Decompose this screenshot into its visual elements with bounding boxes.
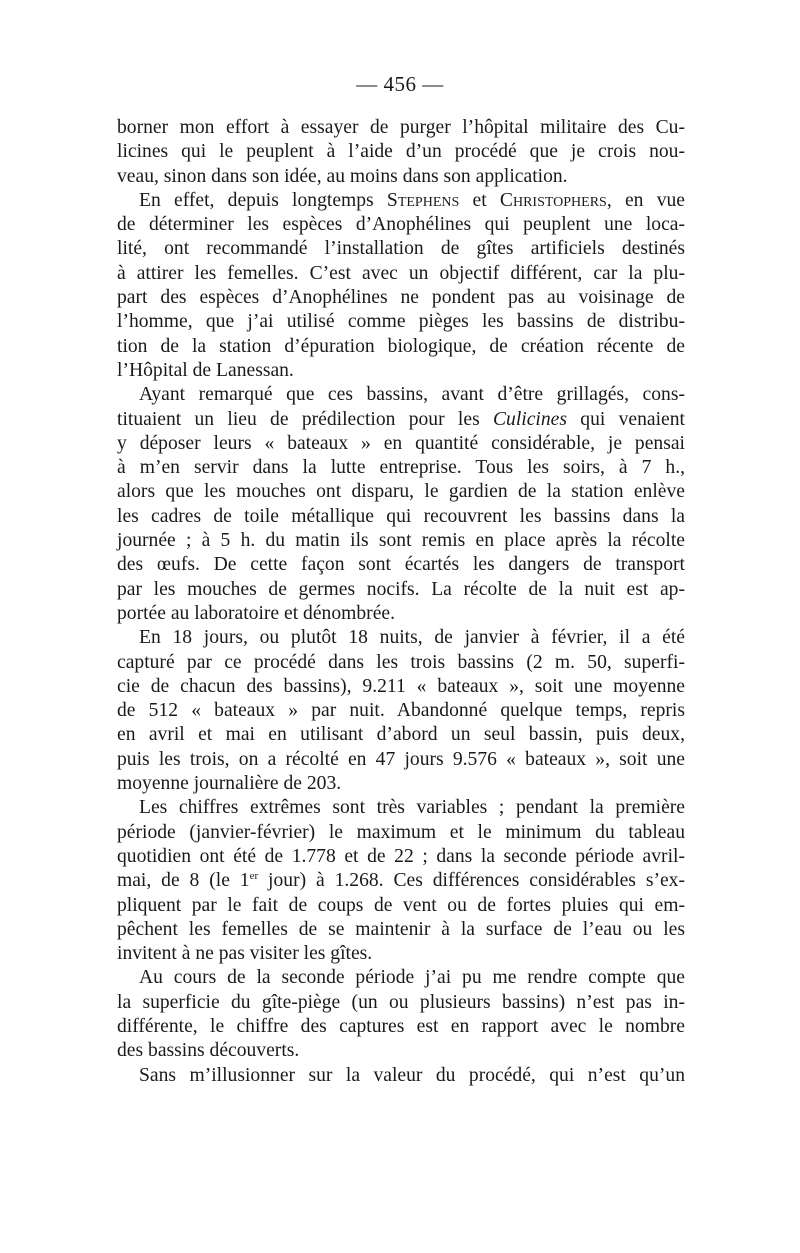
text-line: alors que les mouches ont disparu, le gardien de la station enlève (117, 481, 685, 503)
text-line: en avril et mai en utilisant d’abord un seul bassin, puis deux, (117, 724, 685, 746)
text-line: pliquent par le fait de coups de vent ou de fortes pluies qui em- (117, 894, 685, 916)
superscript: er (249, 870, 259, 883)
text-line: de déterminer les espèces d’Anophélines qui peuplent une loca- (117, 214, 685, 236)
text-line: tion de la station d’épuration biologique, de création récente de (117, 335, 685, 357)
text-line: par les mouches de germes nocifs. La récolte de la nuit est ap- (117, 578, 685, 600)
text-fragment: qui venaient (567, 408, 685, 430)
text-fragment: et (459, 189, 500, 211)
text-fragment: jour) à 1.268. Ces différences considérables s’ex- (258, 870, 685, 892)
text-line: des œufs. De cette façon sont écartés les dangers de transport (117, 554, 685, 576)
text-fragment: mai, de 8 (le 1 (117, 870, 250, 892)
text-line: capturé par ce procédé dans les trois bassins (2 m. 50, superfi- (117, 651, 685, 673)
text-line: pêchent les femelles de se maintenir à la surface de l’eau ou les (117, 918, 685, 940)
text-line: part des espèces d’Anophélines ne pondent pas au voisinage de (117, 287, 685, 309)
text-fragment: , en vue (606, 189, 685, 211)
text-line: des bassins découverts. (117, 1040, 300, 1062)
text-line: invitent à ne pas visiter les gîtes. (117, 943, 373, 965)
text-line: cie de chacun des bassins), 9.211 « bateaux », soit une moyenne (117, 675, 685, 697)
text-line: à m’en servir dans la lutte entreprise. Tous les soirs, à 7 h., (117, 457, 685, 479)
text-line: de 512 « bateaux » par nuit. Abandonné quelque temps, repris (117, 700, 685, 722)
text-line: borner mon effort à essayer de purger l’hôpital militaire des Cu- (117, 117, 685, 138)
text-line: journée ; à 5 h. du matin ils sont remis en place après la récolte (117, 530, 685, 552)
text-line: y déposer leurs « bateaux » en quantité considérable, je pensai (117, 432, 685, 454)
text-line: différente, le chiffre des captures est en rapport avec le nombre (117, 1015, 685, 1037)
text-line: portée au laboratoire et dénombrée. (117, 602, 395, 624)
text-line (117, 408, 685, 432)
text-line: l’Hôpital de Lanessan. (117, 359, 294, 381)
text-fragment: tituaient un lieu de prédilection pour les (117, 408, 493, 430)
text-line (117, 869, 685, 893)
text-line: licines qui le peuplent à l’aide d’un procédé que je crois nou- (117, 141, 685, 163)
text-line: Sans m’illusionner sur la valeur du procédé, qui n’est qu’un (139, 1064, 685, 1086)
page-number: — 456 — (356, 72, 444, 96)
text-line: puis les trois, on a récolté en 47 jours 9.576 « bateaux », soit une (117, 748, 685, 770)
text-line: veau, sinon dans son idée, au moins dans son application. (117, 165, 568, 187)
text-line: lité, ont recommandé l’installation de gîtes artificiels destinés (117, 238, 685, 260)
text-line: Au cours de la seconde période j’ai pu me rendre compte que (139, 967, 685, 989)
text-line: l’homme, que j’ai utilisé comme pièges les bassins de distribu- (117, 311, 685, 333)
text-fragment: En effet, depuis longtemps (139, 189, 387, 211)
text-line: la superficie du gîte-piège (un ou plusieurs bassins) n’est pas in- (117, 991, 685, 1013)
text-line: En 18 jours, ou plutôt 18 nuits, de janvier à février, il a été (139, 627, 685, 649)
text-line: Les chiffres extrêmes sont très variables ; pendant la première (139, 797, 685, 819)
author-name: Stephens (386, 189, 460, 211)
author-name: Christophers (499, 189, 607, 211)
text-line: quotidien ont été de 1.778 et de 22 ; dans la seconde période avril- (117, 845, 685, 867)
italic-term: Culicines (492, 408, 567, 430)
body-text (117, 116, 685, 1088)
text-line (117, 189, 685, 213)
text-line: Ayant remarqué que ces bassins, avant d’être grillagés, cons- (139, 384, 685, 406)
text-line: moyenne journalière de 203. (117, 773, 342, 795)
text-line: période (janvier-février) le maximum et le minimum du tableau (117, 821, 685, 843)
text-line: les cadres de toile métallique qui recouvrent les bassins dans la (117, 505, 685, 527)
text-line: à attirer les femelles. C’est avec un objectif différent, car la plu- (117, 262, 685, 284)
